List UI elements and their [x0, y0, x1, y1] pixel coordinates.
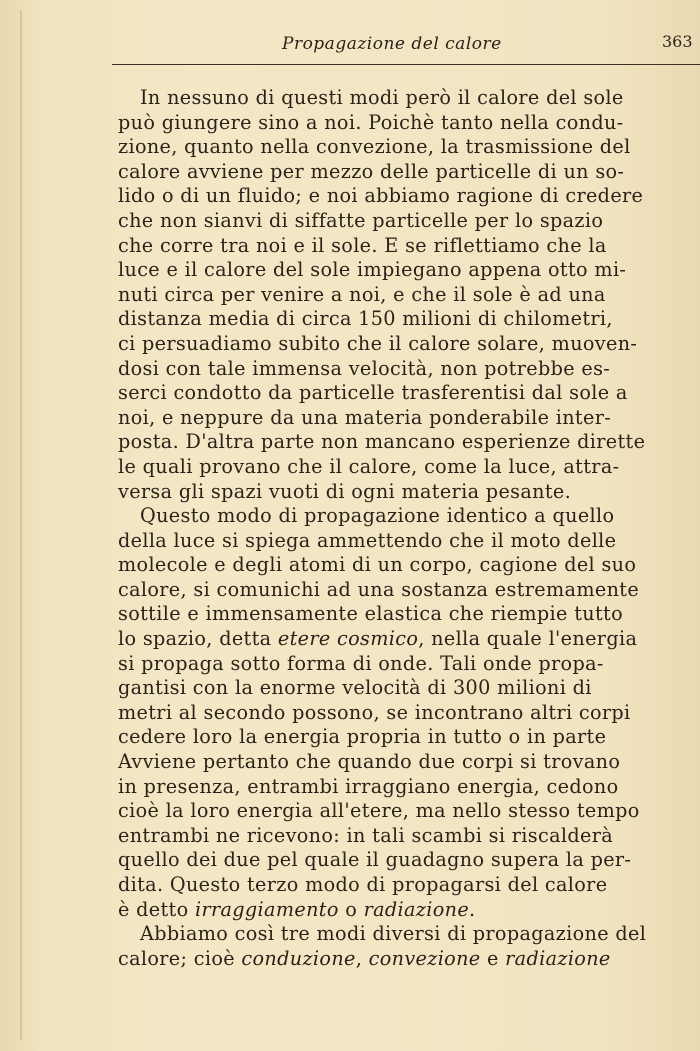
italic-term: radiazione [505, 946, 611, 970]
text-line: molecole e degli atomi di un corpo, cagione del suo [118, 553, 637, 577]
text-run: e [486, 946, 499, 970]
text-line: Avviene pertanto che quando due corpi si trovano [118, 750, 621, 774]
text-line: che corre tra noi e il sole. E se riflettiamo che la [118, 233, 607, 257]
text-run: , nella quale l'energia [418, 627, 638, 651]
text-line [118, 627, 700, 652]
text-run: . [469, 897, 476, 921]
text-line: gantisi con la enorme velocità di 300 milioni di [118, 676, 592, 700]
text-line [118, 898, 700, 923]
text-line: cedere loro la energia propria in tutto o in parte [118, 725, 607, 749]
text-line: posta. D'altra parte non mancano esperienze dirette [118, 430, 646, 454]
text-line: ci persuadiamo subito che il calore solare, muoven- [118, 331, 638, 355]
running-title: Propagazione del calore [282, 34, 502, 54]
text-line: calore, si comunichi ad una sostanza estremamente [118, 577, 640, 601]
text-line: sottile e immensamente elastica che riempie tutto [118, 602, 623, 626]
italic-term: radiazione [363, 897, 470, 921]
text-line: in presenza, entrambi irraggiano energia, cedono [118, 774, 619, 798]
text-line: versa gli spazi vuoti di ogni materia pesante. [118, 479, 572, 503]
text-line: In nessuno di questi modi però il calore del sole [140, 86, 624, 109]
text-line: dosi con tale immensa velocità, non potrebbe es- [118, 356, 611, 380]
text-line: serci condotto da particelle trasferentisi dal sole a [118, 381, 628, 405]
text-run: è detto [118, 897, 189, 921]
italic-term: etere cosmico [277, 627, 419, 651]
text-line: può giungere sino a noi. Poichè tanto nella condu- [118, 110, 624, 134]
text-run: calore; cioè [118, 946, 235, 970]
text-line: che non sianvi di siffatte particelle per lo spazio [118, 208, 604, 232]
text-run: , [355, 946, 363, 970]
page-header [112, 30, 700, 70]
text-line: quello dei due pel quale il guadagno supera la per- [118, 848, 632, 872]
text-line: nuti circa per venire a noi, e che il sole è ad una [118, 282, 606, 306]
text-line: Questo modo di propagazione identico a quello [140, 504, 615, 528]
italic-term: irraggiamento [194, 897, 339, 921]
italic-term: conduzione [241, 946, 356, 970]
text-line: zione, quanto nella convezione, la trasmissione del [118, 135, 631, 159]
body-text [118, 86, 700, 971]
text-line: lido o di un fluido; e noi abbiamo ragione di credere [118, 184, 644, 208]
text-run: lo spazio, detta [118, 627, 272, 651]
text-line: si propaga sotto forma di onde. Tali onde propa- [118, 651, 604, 675]
text-line: dita. Questo terzo modo di propagarsi del calore [118, 873, 608, 896]
text-line: entrambi ne ricevono: in tali scambi si riscalderà [118, 823, 614, 847]
binding-gutter [20, 10, 22, 1040]
text-line: Abbiamo così tre modi diversi di propagazione del [140, 922, 647, 946]
text-line: distanza media di circa 150 milioni di chilometri, [118, 307, 613, 331]
text-line: cioè la loro energia all'etere, ma nello stesso tempo [118, 799, 640, 823]
text-line: le quali provano che il calore, come la luce, attra- [118, 454, 620, 478]
header-rule [112, 64, 700, 65]
text-line [118, 947, 700, 972]
page-number: 363 [662, 32, 693, 51]
text-line: della luce si spiega ammettendo che il moto delle [118, 528, 617, 552]
text-run: o [345, 897, 358, 921]
text-line: noi, e neppure da una materia ponderabile inter- [118, 405, 612, 429]
italic-term: convezione [368, 946, 481, 970]
text-line: luce e il calore del sole impiegano appena otto mi- [118, 258, 627, 282]
text-line: metri al secondo possono, se incontrano altri corpi [118, 700, 631, 724]
text-line: calore avviene per mezzo delle particelle di un so- [118, 159, 625, 183]
